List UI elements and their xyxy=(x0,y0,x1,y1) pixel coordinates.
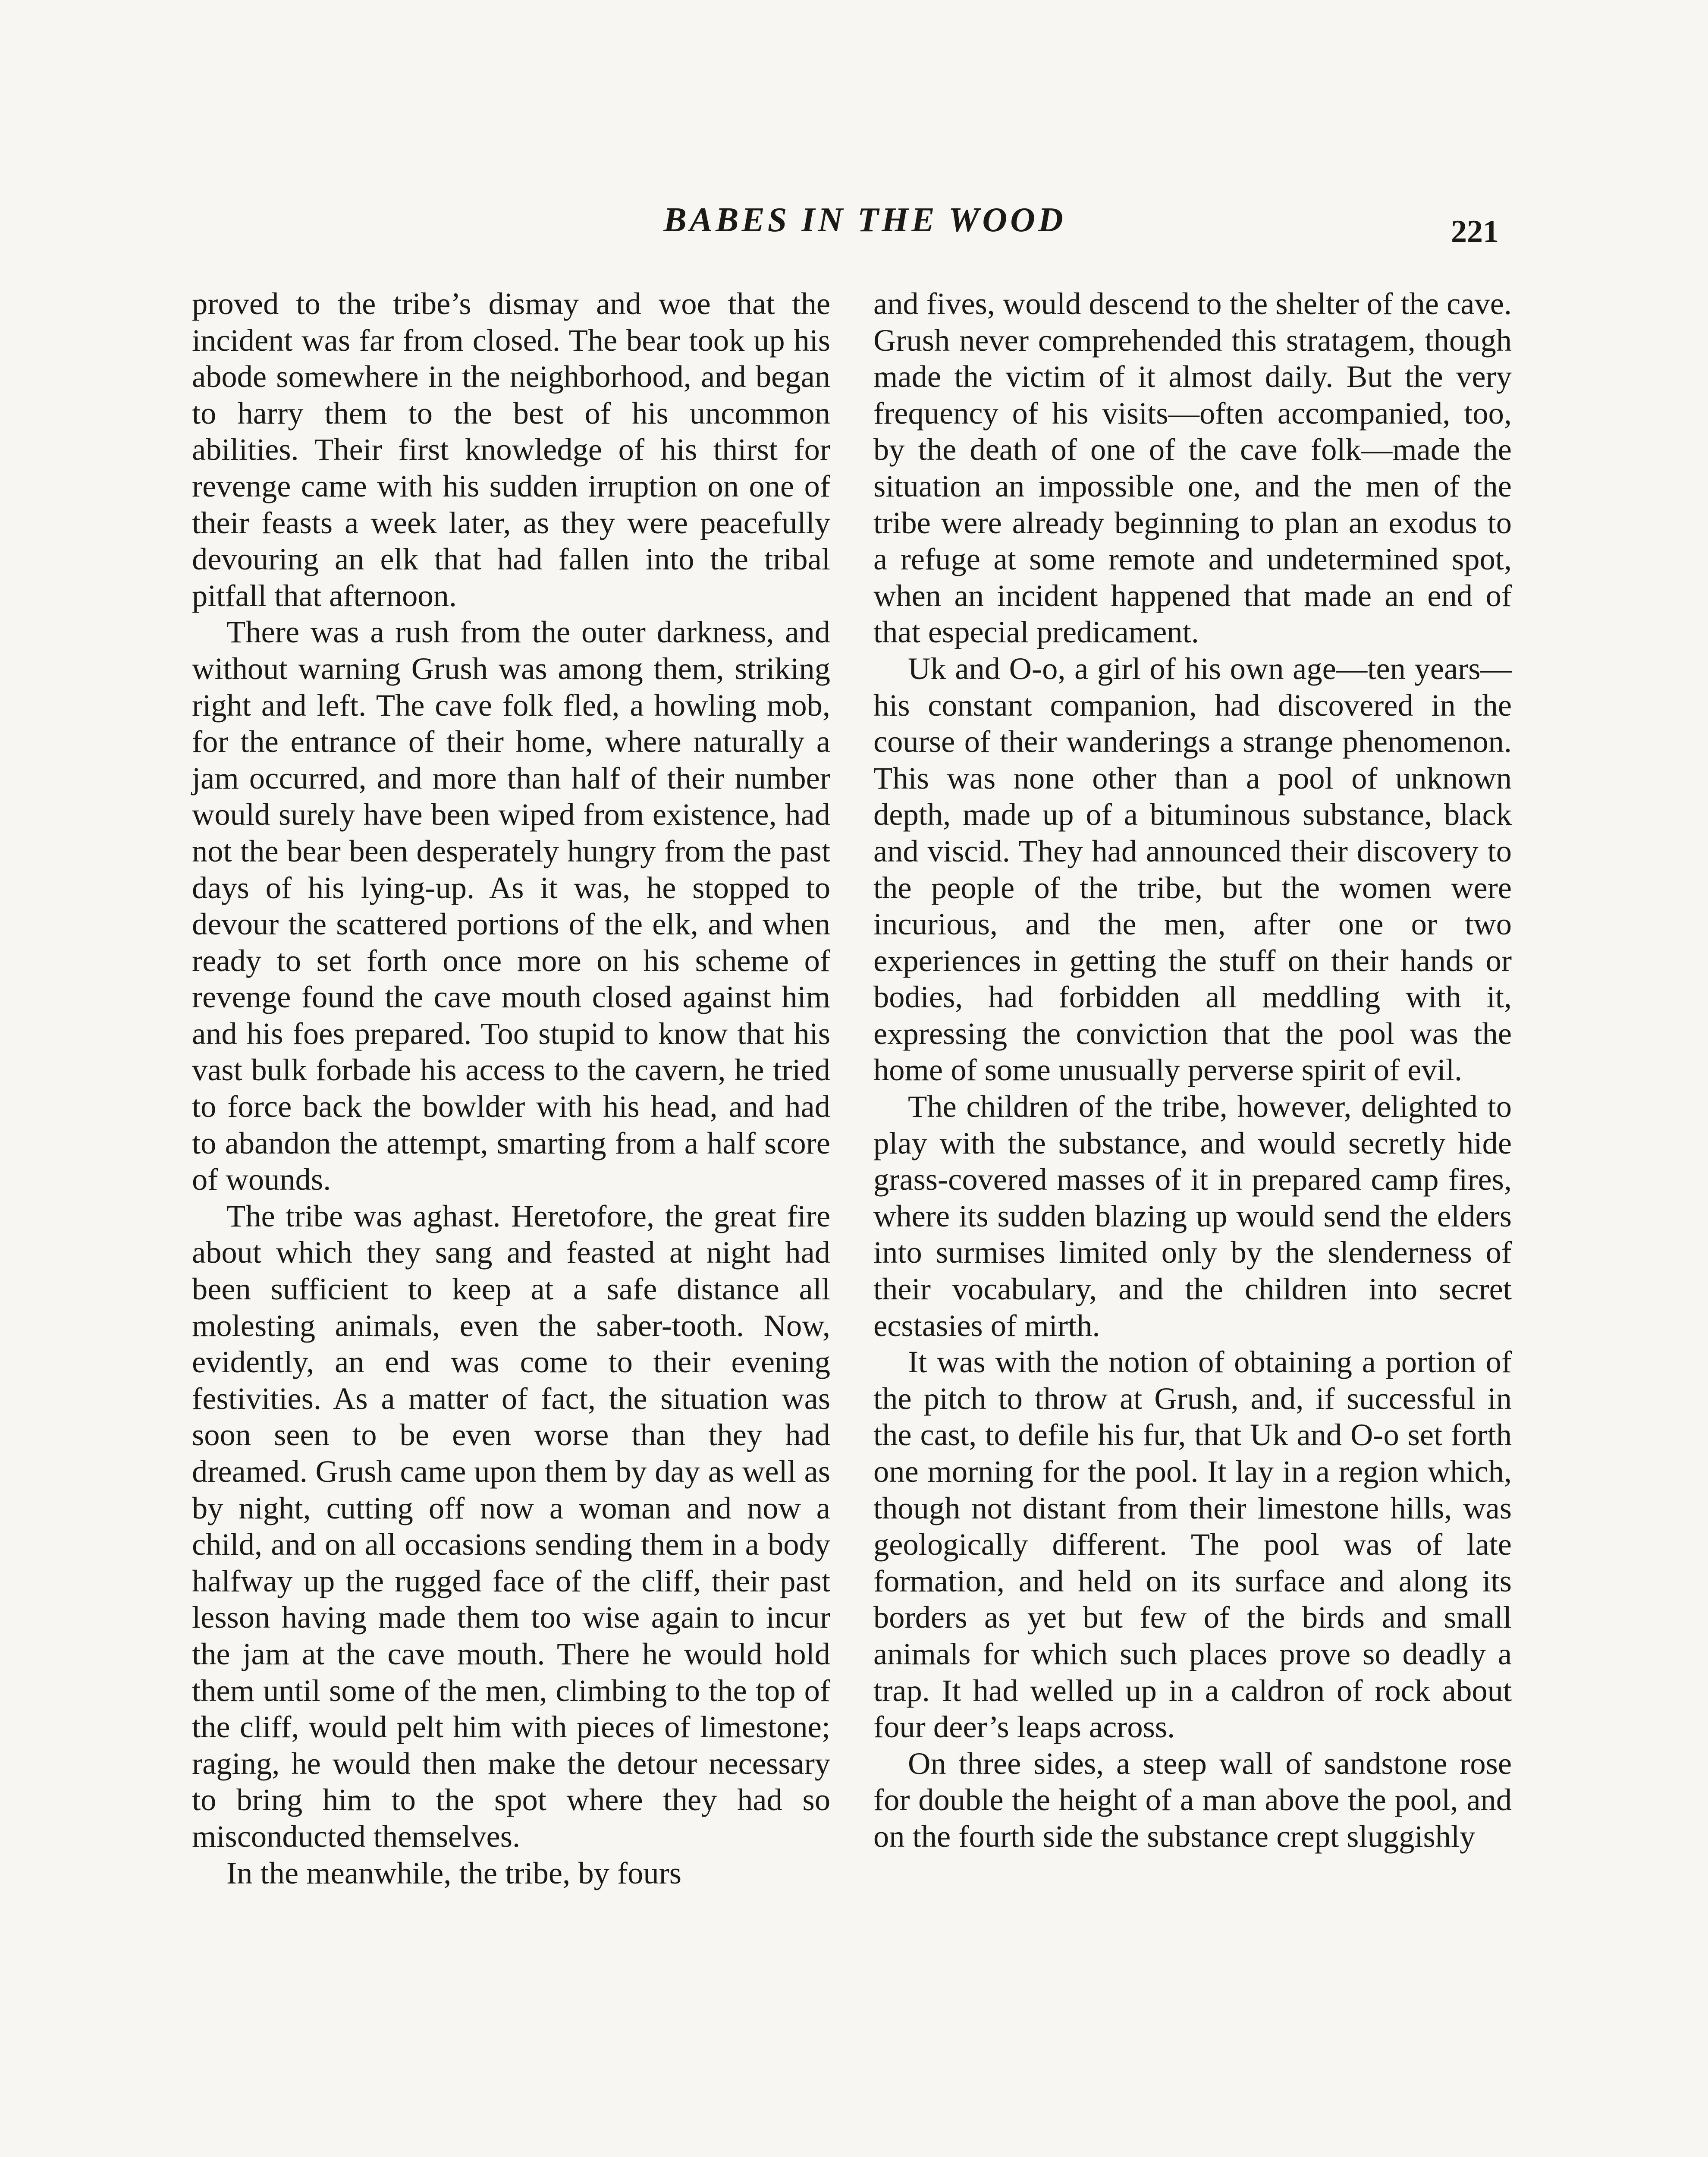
paragraph: The children of the tribe, however, delighted to play with the substance, and would secretly hide grass-covered masses of it in prepared camp fires, where its sudden blazing up would send the elders into surmises limited only by the slenderness of their vocabulary, and the children into secret ecstasies of mirth. xyxy=(873,1089,1512,1343)
page-number: 221 xyxy=(1451,214,1499,249)
paragraph: Uk and O-o, a girl of his own age—ten years—his constant companion, had discovered in the course of their wanderings a strange phenomenon. This was none other than a pool of unknown depth, made up of a bituminous substance, black and viscid. They had announced their discovery to the people of the tribe, but the women were incurious, and the men, after one or two experiences in getting the stuff on their hands or bodies, had forbidden all meddling with it, expressing the conviction that the pool was the home of some unusually perverse spirit of evil. xyxy=(873,651,1512,1088)
paragraph: The tribe was aghast. Heretofore, the great fire about which they sang and feasted at night had been sufficient to keep at a safe distance all molesting animals, even the saber-tooth. Now, evidently, an end was come to their evening festivities. As a matter of fact, the situation was soon seen to be even worse than they had dreamed. Grush came upon them by day as well as by night, cutting off now a woman and now a child, and on all occasions sending them in a body halfway up the rugged face of the cliff, their past lesson having made them too wise again to incur the jam at the cave mouth. There he would hold them until some of the men, climbing to the top of the cliff, would pelt him with pieces of limestone; raging, he would then make the detour necessary to bring him to the spot where they had so misconducted themselves. xyxy=(192,1198,830,1854)
paragraph: On three sides, a steep wall of sandstone rose for double the height of a man above the pool, and on the fourth side the substance crept sluggishly xyxy=(873,1745,1512,1854)
paragraph: It was with the notion of obtaining a portion of the pitch to throw at Grush, and, if successful in the cast, to defile his fur, that Uk and O-o set forth one morning for the pool. It lay in a region which, though not distant from their limestone hills, was geologically different. The pool was of late formation, and held on its surface and along its borders as yet but few of the birds and small animals for which such places prove so deadly a trap. It had welled up in a caldron of rock about four deer’s leaps across. xyxy=(873,1344,1512,1745)
right-column xyxy=(873,286,1512,1855)
paragraph: There was a rush from the outer darkness, and without warning Grush was among them, striking right and left. The cave folk fled, a howling mob, for the entrance of their home, where naturally a jam occurred, and more than half of their number would surely have been wiped from existence, had not the bear been desperately hungry from the past days of his lying-up. As it was, he stopped to devour the scattered portions of the elk, and when ready to set forth once more on his scheme of revenge found the cave mouth closed against him and his foes prepared. Too stupid to know that his vast bulk forbade his access to the cavern, he tried to force back the bowlder with his head, and had to abandon the attempt, smarting from a half score of wounds. xyxy=(192,614,830,1197)
left-column xyxy=(192,286,830,1891)
paragraph: proved to the tribe’s dismay and woe that the incident was far from closed. The bear took up his abode somewhere in the neighborhood, and began to harry them to the best of his uncommon abilities. Their first knowledge of his thirst for revenge came with his sudden irruption on one of their feasts a week later, as they were peacefully devouring an elk that had fallen into the tribal pitfall that afternoon. xyxy=(192,286,830,613)
paragraph: In the meanwhile, the tribe, by fours xyxy=(226,1855,681,1890)
running-title: BABES IN THE WOOD xyxy=(663,201,1066,239)
paragraph: and fives, would descend to the shelter of the cave. Grush never comprehended this stratagem, though made the victim of it almost daily. But the very frequency of his visits—often accompanied, too, by the death of one of the cave folk—made the situation an impossible one, and the men of the tribe were already beginning to plan an exodus to a refuge at some remote and undetermined spot, when an incident happened that made an end of that especial predicament. xyxy=(873,286,1512,650)
